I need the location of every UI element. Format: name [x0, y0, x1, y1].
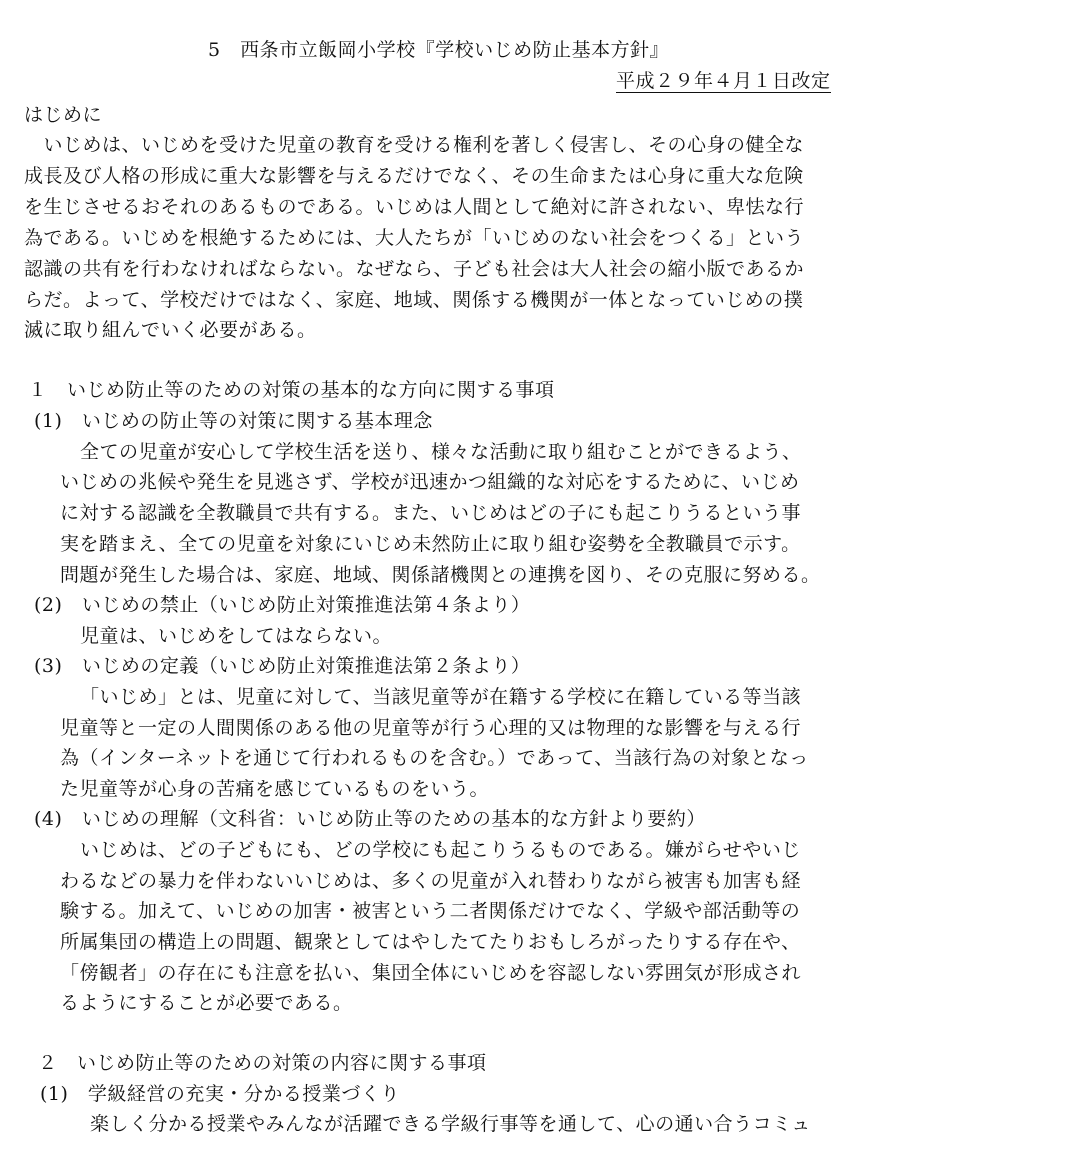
- section1-sub2-heading: (2) いじめの禁止（いじめ防止対策推進法第４条より）: [34, 594, 531, 616]
- intro-line: 認識の共有を行わなければならない。なぜなら、子ども社会は大人社会の縮小版であるか: [24, 258, 805, 280]
- section1-sub4-heading: (4) いじめの理解（文科省：いじめ防止等のための基本的な方針より要約）: [34, 808, 706, 830]
- section1-sub3-heading: (3) いじめの定義（いじめ防止対策推進法第２条より）: [34, 655, 531, 677]
- intro-line: 滅に取り組んでいく必要がある。: [24, 319, 317, 341]
- section1-sub4-line: わるなどの暴力を伴わないいじめは、多くの児童が入れ替わりながら被害も加害も経: [60, 870, 802, 892]
- section1-sub4-line: 「傍観者」の存在にも注意を払い、集団全体にいじめを容認しない雰囲気が形成され: [60, 962, 802, 984]
- intro-line: を生じさせるおそれのあるものである。いじめは人間として絶対に許されない、卑怯な行: [24, 196, 805, 218]
- section1-sub1-line: 問題が発生した場合は、家庭、地域、関係諸機関との連携を図り、その克服に努める。: [60, 564, 821, 586]
- section1-sub1-heading: (1) いじめの防止等の対策に関する基本理念: [34, 410, 433, 432]
- section1-heading: １ いじめ防止等のための対策の基本的な方向に関する事項: [28, 379, 555, 401]
- section1-sub3-line: 児童等と一定の人間関係のある他の児童等が行う心理的又は物理的な影響を与える行: [60, 717, 802, 739]
- section1-sub2-line: 児童は、いじめをしてはならない。: [80, 625, 393, 647]
- section1-sub3-line: 為（インターネットを通じて行われるものを含む。）であって、当該行為の対象となっ: [60, 747, 809, 769]
- document-title: 5 西条市立飯岡小学校『学校いじめ防止基本方針』: [208, 39, 670, 61]
- section1-sub1-line: 全ての児童が安心して学校生活を送り、様々な活動に取り組むことができるよう、: [80, 441, 802, 463]
- revision-date: 平成２９年４月１日改定: [616, 70, 831, 92]
- section1-sub1-line: に対する認識を全教職員で共有する。また、いじめはどの子にも起こりうるという事: [60, 502, 802, 524]
- section1-sub1-line: いじめの兆候や発生を見逃さず、学校が迅速かつ組織的な対応をするために、いじめ: [60, 471, 800, 493]
- section2-sub1-heading: (1) 学級経営の充実・分かる授業づくり: [40, 1083, 400, 1105]
- intro-line: らだ。よって、学校だけではなく、家庭、地域、関係する機関が一体となっていじめの撲: [24, 289, 804, 311]
- intro-line: 成長及び人格の形成に重大な影響を与えるだけでなく、その生命または心身に重大な危険: [24, 165, 804, 187]
- section1-sub4-line: 験する。加えて、いじめの加害・被害という二者関係だけでなく、学級や部活動等の: [60, 900, 801, 922]
- section1-sub4-line: いじめは、どの子どもにも、どの学校にも起こりうるものである。嫌がらせやいじ: [80, 839, 801, 861]
- intro-line: いじめは、いじめを受けた児童の教育を受ける権利を著しく侵害し、その心身の健全な: [24, 134, 805, 156]
- section1-sub3-line: た児童等が心身の苦痛を感じているものをいう。: [60, 778, 490, 800]
- section1-sub4-line: 所属集団の構造上の問題、観衆としてはやしたてたりおもしろがったりする存在や、: [60, 931, 801, 953]
- section1-sub3-line: 「いじめ」とは、児童に対して、当該児童等が在籍する学校に在籍している等当該: [80, 686, 802, 708]
- section2-sub1-line: 楽しく分かる授業やみんなが活躍できる学級行事等を通して、心の通い合うコミュ: [90, 1113, 811, 1135]
- section1-sub4-line: るようにすることが必要である。: [60, 992, 353, 1014]
- section1-sub1-line: 実を踏まえ、全ての児童を対象にいじめ未然防止に取り組む姿勢を全教職員で示す。: [60, 533, 801, 555]
- intro-line: 為である。いじめを根絶するためには、大人たちが「いじめのない社会をつくる」という: [24, 227, 805, 249]
- intro-heading: はじめに: [24, 104, 103, 126]
- section2-heading: ２ いじめ防止等のための対策の内容に関する事項: [38, 1052, 487, 1074]
